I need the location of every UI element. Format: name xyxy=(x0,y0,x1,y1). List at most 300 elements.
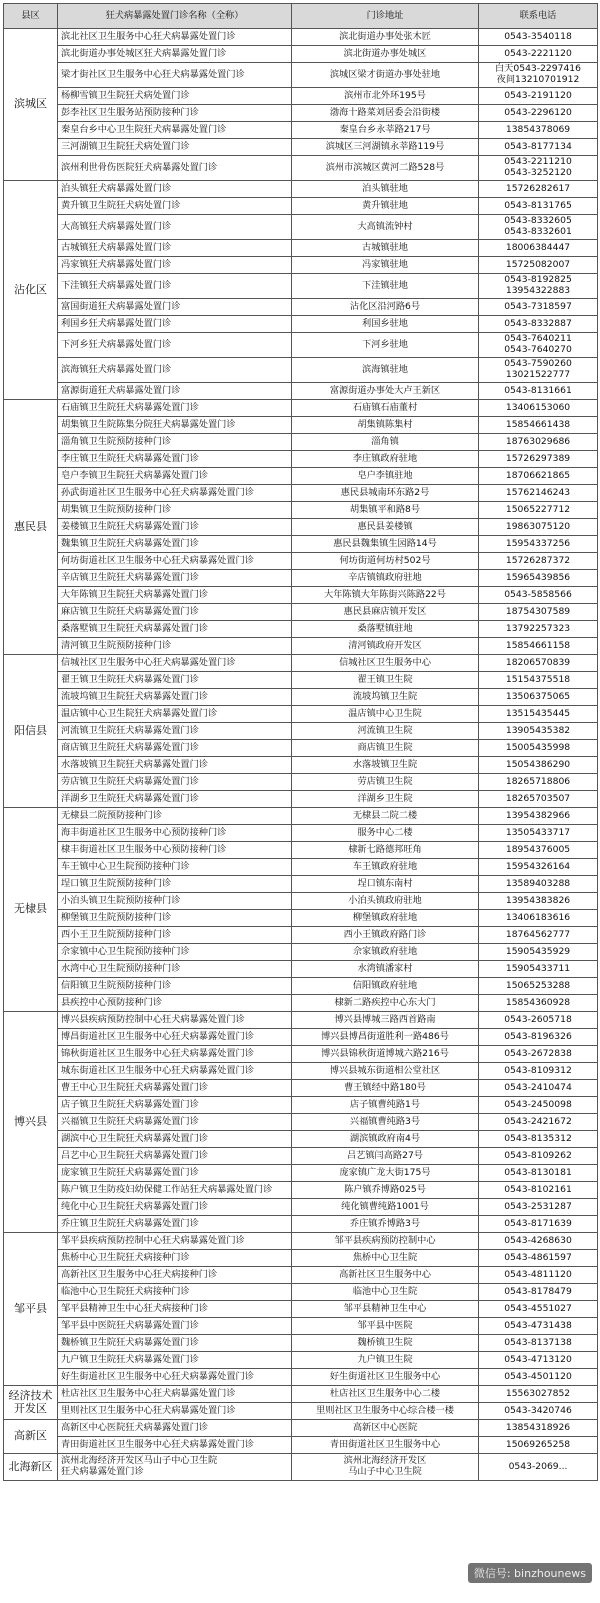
clinic-address: 临池中心卫生院 xyxy=(292,1284,479,1301)
clinic-phone: 0543-8109262 xyxy=(479,1148,598,1165)
clinic-phone xyxy=(479,358,598,383)
table-row xyxy=(4,672,598,689)
clinic-address: 信阳镇政府驻地 xyxy=(292,978,479,995)
county-cell: 高新区 xyxy=(4,1420,58,1454)
county-cell: 阳信县 xyxy=(4,655,58,808)
clinic-phone xyxy=(479,333,598,358)
county-cell: 博兴县 xyxy=(4,1012,58,1233)
clinic-address: 水落坡镇卫生院 xyxy=(292,757,479,774)
clinic-phone: 0543-2672838 xyxy=(479,1046,598,1063)
clinic-phone: 13506375065 xyxy=(479,689,598,706)
clinic-name: 西小王卫生院预防接种门诊 xyxy=(58,927,292,944)
clinic-name xyxy=(58,1454,292,1481)
clinic-name: 梁才街社区卫生服务中心狂犬病暴露处置门诊 xyxy=(58,63,292,88)
clinic-name: 麻店镇卫生院狂犬病暴露处置门诊 xyxy=(58,604,292,621)
table-row xyxy=(4,1284,598,1301)
clinic-name: 邹平县疾病预防控制中心狂犬病暴露处置门诊 xyxy=(58,1233,292,1250)
table-row xyxy=(4,1233,598,1250)
table-row xyxy=(4,740,598,757)
clinic-name: 九户镇卫生院狂犬病暴露处置门诊 xyxy=(58,1352,292,1369)
table-row xyxy=(4,105,598,122)
clinic-phone: 0543-8177134 xyxy=(479,139,598,156)
clinic-name: 翟王镇卫生院狂犬病暴露处置门诊 xyxy=(58,672,292,689)
clinic-address: 翟王镇卫生院 xyxy=(292,672,479,689)
table-row xyxy=(4,1420,598,1437)
clinic-phone: 15069265258 xyxy=(479,1437,598,1454)
clinic-name: 河流镇卫生院狂犬病暴露处置门诊 xyxy=(58,723,292,740)
clinic-phone: 0543-8171639 xyxy=(479,1216,598,1233)
table-row xyxy=(4,825,598,842)
table-row xyxy=(4,893,598,910)
table-row xyxy=(4,944,598,961)
clinic-address: 博兴县博城三路西首路南 xyxy=(292,1012,479,1029)
table-row xyxy=(4,46,598,63)
clinic-name: 胡集镇卫生院陈集分院狂犬病暴露处置门诊 xyxy=(58,417,292,434)
clinic-name: 博昌街道社区卫生服务中心狂犬病暴露处置门诊 xyxy=(58,1029,292,1046)
clinic-phone: 0543-3540118 xyxy=(479,29,598,46)
clinic-address: 惠民县魏集镇生园路14号 xyxy=(292,536,479,553)
clinic-address: 古城镇驻地 xyxy=(292,240,479,257)
clinic-address: 皂户李镇驻地 xyxy=(292,468,479,485)
table-row xyxy=(4,88,598,105)
clinic-name: 下河乡狂犬病暴露处置门诊 xyxy=(58,333,292,358)
table-row xyxy=(4,1386,598,1403)
clinic-phone: 0543-2605718 xyxy=(479,1012,598,1029)
table-row xyxy=(4,1063,598,1080)
clinic-address: 下河乡驻地 xyxy=(292,333,479,358)
table-row xyxy=(4,1165,598,1182)
clinic-address: 胡集镇平和路8号 xyxy=(292,502,479,519)
clinic-name: 杨柳雪镇卫生院狂犬病处置门诊 xyxy=(58,88,292,105)
clinic-phone: 15726282617 xyxy=(479,181,598,198)
clinic-phone: 13792257323 xyxy=(479,621,598,638)
table-row xyxy=(4,383,598,400)
clinic-name: 何坊街道社区卫生服务中心狂犬病暴露处置门诊 xyxy=(58,553,292,570)
clinic-phone: 0543-4861597 xyxy=(479,1250,598,1267)
table-row xyxy=(4,842,598,859)
clinic-name: 皂户李镇卫生院狂犬病暴露处置门诊 xyxy=(58,468,292,485)
clinic-phone: 13406153060 xyxy=(479,400,598,417)
clinic-name: 店子镇卫生院狂犬病暴露处置门诊 xyxy=(58,1097,292,1114)
clinic-address: 青田街道社区卫生服务中心 xyxy=(292,1437,479,1454)
clinic-address: 滨州市北外环195号 xyxy=(292,88,479,105)
clinic-name: 胡集镇卫生院预防接种门诊 xyxy=(58,502,292,519)
clinic-phone: 0543-8109312 xyxy=(479,1063,598,1080)
county-cell: 邹平县 xyxy=(4,1233,58,1386)
clinic-name: 无棣县二院预防接种门诊 xyxy=(58,808,292,825)
clinic-address: 九户镇卫生院 xyxy=(292,1352,479,1369)
clinic-name: 锦秋街道社区卫生服务中心狂犬病暴露处置门诊 xyxy=(58,1046,292,1063)
clinic-phone: 0543-7318597 xyxy=(479,299,598,316)
clinic-name: 黄升镇卫生院狂犬病处置门诊 xyxy=(58,198,292,215)
clinic-name-line: 狂犬病暴露处置门诊 xyxy=(61,1466,144,1477)
table-row xyxy=(4,1046,598,1063)
clinic-phone: 15065253288 xyxy=(479,978,598,995)
clinic-address: 滨城区梁才街道办事处驻地 xyxy=(292,63,479,88)
table-row xyxy=(4,502,598,519)
clinic-name: 淄角镇卫生院预防接种门诊 xyxy=(58,434,292,451)
clinic-address: 富源街道办事处大卢王新区 xyxy=(292,383,479,400)
clinic-address-line: 马山子中心卫生院 xyxy=(348,1466,422,1477)
clinic-address: 杜店社区卫生服务中心二楼 xyxy=(292,1386,479,1403)
clinic-address: 信城社区卫生服务中心 xyxy=(292,655,479,672)
clinic-phone: 15954337256 xyxy=(479,536,598,553)
clinic-name: 焦桥中心卫生院狂犬病接种门诊 xyxy=(58,1250,292,1267)
clinic-address: 棣新二路疾控中心东大门 xyxy=(292,995,479,1012)
clinic-phone: 15726297389 xyxy=(479,451,598,468)
clinic-address: 惠民县麻店镇开发区 xyxy=(292,604,479,621)
clinic-name: 清河镇卫生院预防接种门诊 xyxy=(58,638,292,655)
clinic-name: 陈户镇卫生防疫妇幼保健工作站狂犬病暴露处置门诊 xyxy=(58,1182,292,1199)
table-row xyxy=(4,1301,598,1318)
clinic-address: 博兴县博昌街道胜利一路486号 xyxy=(292,1029,479,1046)
clinic-phone: 19863075120 xyxy=(479,519,598,536)
clinic-address: 泊头镇驻地 xyxy=(292,181,479,198)
clinic-phone-line: 0543-8192825 xyxy=(504,274,572,286)
clinic-phone: 15726287372 xyxy=(479,553,598,570)
clinic-name: 吕艺中心卫生院狂犬病暴露处置门诊 xyxy=(58,1148,292,1165)
clinic-name: 下洼镇狂犬病暴露处置门诊 xyxy=(58,274,292,299)
clinic-name: 古城镇狂犬病暴露处置门诊 xyxy=(58,240,292,257)
clinic-name: 滨北社区卫生服务中心狂犬病暴露处置门诊 xyxy=(58,29,292,46)
header-row xyxy=(4,4,598,29)
clinic-phone: 18265703507 xyxy=(479,791,598,808)
clinic-address: 惠民县姜楼镇 xyxy=(292,519,479,536)
clinic-name: 魏桥镇卫生院狂犬病暴露处置门诊 xyxy=(58,1335,292,1352)
clinic-address: 高新社区卫生服务中心 xyxy=(292,1267,479,1284)
clinic-name: 佘家镇中心卫生院预防接种门诊 xyxy=(58,944,292,961)
clinic-address: 滨城区三河湖镇永莘路119号 xyxy=(292,139,479,156)
county-cell: 北海新区 xyxy=(4,1454,58,1481)
clinic-phone: 18265718806 xyxy=(479,774,598,791)
clinic-name: 滨北街道办事处城区狂犬病暴露处置门诊 xyxy=(58,46,292,63)
clinic-name: 冯家镇狂犬病暴露处置门诊 xyxy=(58,257,292,274)
clinic-phone: 15054386290 xyxy=(479,757,598,774)
clinic-name: 孙武街道社区卫生服务中心狂犬病暴露处置门诊 xyxy=(58,485,292,502)
table-row xyxy=(4,1403,598,1420)
clinic-address: 店子镇曹纯路1号 xyxy=(292,1097,479,1114)
clinic-name: 青田街道社区卫生服务中心狂犬病暴露处置门诊 xyxy=(58,1437,292,1454)
table-row xyxy=(4,63,598,88)
clinic-name: 海丰街道社区卫生服务中心预防接种门诊 xyxy=(58,825,292,842)
clinic-name: 水湾中心卫生院预防接种门诊 xyxy=(58,961,292,978)
table-row xyxy=(4,1454,598,1481)
clinic-phone-line: 白天0543-2297416 xyxy=(495,63,581,75)
table-row xyxy=(4,1199,598,1216)
table-row xyxy=(4,333,598,358)
table-row xyxy=(4,927,598,944)
clinic-name-line: 滨州北海经济开发区马山子中心卫生院 xyxy=(61,1455,218,1467)
clinic-address: 滨州市滨城区黄河二路528号 xyxy=(292,156,479,181)
clinic-phone: 0543-4501120 xyxy=(479,1369,598,1386)
clinic-name: 温店镇中心卫生院狂犬病暴露处置门诊 xyxy=(58,706,292,723)
clinic-address: 曹王镇经中路180号 xyxy=(292,1080,479,1097)
clinic-phone: 0543-4731438 xyxy=(479,1318,598,1335)
clinic-phone: 15854661158 xyxy=(479,638,598,655)
clinic-name: 邹平县中医院狂犬病暴露处置门诊 xyxy=(58,1318,292,1335)
clinic-name: 大高镇狂犬病暴露处置门诊 xyxy=(58,215,292,240)
table-row xyxy=(4,1148,598,1165)
clinic-name: 桑落墅镇卫生院狂犬病暴露处置门诊 xyxy=(58,621,292,638)
clinic-name: 临池中心卫生院狂犬病接种门诊 xyxy=(58,1284,292,1301)
clinic-phone-line: 13954322883 xyxy=(505,285,571,296)
clinic-address-line: 滨州北海经济开发区 xyxy=(343,1455,427,1467)
table-row xyxy=(4,978,598,995)
table-row xyxy=(4,1267,598,1284)
clinic-address: 辛店镇镇政府驻地 xyxy=(292,570,479,587)
clinic-phone: 15954326164 xyxy=(479,859,598,876)
clinic-phone: 15005435998 xyxy=(479,740,598,757)
clinic-name: 县疾控中心预防接种门诊 xyxy=(58,995,292,1012)
county-cell: 惠民县 xyxy=(4,400,58,655)
clinic-phone-line: 0543-7640211 xyxy=(504,333,572,345)
clinic-phone: 0543-4811120 xyxy=(479,1267,598,1284)
clinic-phone: 15854661438 xyxy=(479,417,598,434)
table-row xyxy=(4,29,598,46)
clinic-phone: 0543-2069... xyxy=(479,1454,598,1481)
table-row xyxy=(4,434,598,451)
table-row xyxy=(4,1250,598,1267)
clinic-address: 桑落墅镇驻地 xyxy=(292,621,479,638)
clinic-phone: 13589403288 xyxy=(479,876,598,893)
clinic-table xyxy=(3,3,598,1481)
clinic-name: 劳店镇卫生院狂犬病暴露处置门诊 xyxy=(58,774,292,791)
table-row xyxy=(4,139,598,156)
clinic-phone: 0543-8102161 xyxy=(479,1182,598,1199)
clinic-phone: 15725082007 xyxy=(479,257,598,274)
clinic-name: 庞家镇卫生院狂犬病暴露处置门诊 xyxy=(58,1165,292,1182)
clinic-name: 里则社区卫生服务中心狂犬病暴露处置门诊 xyxy=(58,1403,292,1420)
clinic-address: 滨北街道办事处城区 xyxy=(292,46,479,63)
clinic-name: 滨海镇狂犬病暴露处置门诊 xyxy=(58,358,292,383)
clinic-address: 吕艺镇闫高路27号 xyxy=(292,1148,479,1165)
clinic-name: 魏集镇卫生院狂犬病暴露处置门诊 xyxy=(58,536,292,553)
clinic-phone: 13406183616 xyxy=(479,910,598,927)
clinic-address: 商店镇卫生院 xyxy=(292,740,479,757)
clinic-address: 车王镇政府驻地 xyxy=(292,859,479,876)
clinic-name: 辛店镇卫生院狂犬病暴露处置门诊 xyxy=(58,570,292,587)
table-row xyxy=(4,257,598,274)
table-row xyxy=(4,553,598,570)
clinic-name: 李庄镇卫生院狂犬病暴露处置门诊 xyxy=(58,451,292,468)
clinic-phone: 0543-8131661 xyxy=(479,383,598,400)
clinic-phone: 15854360928 xyxy=(479,995,598,1012)
clinic-address: 纯化镇曹纯路1001号 xyxy=(292,1199,479,1216)
clinic-phone: 15563027852 xyxy=(479,1386,598,1403)
clinic-name: 小泊头镇卫生院预防接种门诊 xyxy=(58,893,292,910)
clinic-phone: 0543-2421672 xyxy=(479,1114,598,1131)
clinic-address: 西小王镇政府路门诊 xyxy=(292,927,479,944)
clinic-address: 兴福镇曹纯路3号 xyxy=(292,1114,479,1131)
clinic-address: 胡集镇陈集村 xyxy=(292,417,479,434)
clinic-address: 庞家镇广龙大街175号 xyxy=(292,1165,479,1182)
clinic-phone: 13854378069 xyxy=(479,122,598,139)
clinic-phone: 0543-2221120 xyxy=(479,46,598,63)
table-row xyxy=(4,358,598,383)
clinic-address: 水湾镇潘家村 xyxy=(292,961,479,978)
clinic-phone xyxy=(479,215,598,240)
header-address: 门诊地址 xyxy=(292,4,479,29)
clinic-name: 滨州利世骨伤医院狂犬病暴露处置门诊 xyxy=(58,156,292,181)
clinic-phone: 13515435445 xyxy=(479,706,598,723)
clinic-name: 泊头镇狂犬病暴露处置门诊 xyxy=(58,181,292,198)
clinic-address: 邹平县疾病预防控制中心 xyxy=(292,1233,479,1250)
table-row xyxy=(4,1012,598,1029)
clinic-phone: 15154375518 xyxy=(479,672,598,689)
table-row xyxy=(4,587,598,604)
clinic-name: 纯化中心卫生院狂犬病暴露处置门诊 xyxy=(58,1199,292,1216)
table-row xyxy=(4,1318,598,1335)
clinic-phone: 18206570839 xyxy=(479,655,598,672)
county-cell: 滨城区 xyxy=(4,29,58,181)
clinic-address: 小泊头镇政府驻地 xyxy=(292,893,479,910)
clinic-phone: 0543-2410474 xyxy=(479,1080,598,1097)
clinic-address: 焦桥中心卫生院 xyxy=(292,1250,479,1267)
clinic-address: 淄角镇 xyxy=(292,434,479,451)
county-cell: 无棣县 xyxy=(4,808,58,1012)
table-row xyxy=(4,451,598,468)
clinic-phone: 0543-4268630 xyxy=(479,1233,598,1250)
clinic-phone: 13905435382 xyxy=(479,723,598,740)
clinic-name: 洋湖乡卫生院狂犬病暴露处置门诊 xyxy=(58,791,292,808)
clinic-phone xyxy=(479,274,598,299)
clinic-name: 湖滨中心卫生院狂犬病暴露处置门诊 xyxy=(58,1131,292,1148)
county-cell: 沾化区 xyxy=(4,181,58,400)
clinic-phone: 0543-8130181 xyxy=(479,1165,598,1182)
table-row xyxy=(4,638,598,655)
clinic-address: 大高镇流钟村 xyxy=(292,215,479,240)
clinic-phone: 0543-8332887 xyxy=(479,316,598,333)
header-county: 县区 xyxy=(4,4,58,29)
table-row xyxy=(4,400,598,417)
county-cell: 经济技术开发区 xyxy=(4,1386,58,1420)
table-row xyxy=(4,1131,598,1148)
clinic-phone: 15065227712 xyxy=(479,502,598,519)
clinic-address: 无棣县二院二楼 xyxy=(292,808,479,825)
clinic-address: 河流镇卫生院 xyxy=(292,723,479,740)
table-row xyxy=(4,536,598,553)
clinic-phone: 15905433711 xyxy=(479,961,598,978)
clinic-address: 里则社区卫生服务中心综合楼一楼 xyxy=(292,1403,479,1420)
table-row xyxy=(4,723,598,740)
table-row xyxy=(4,299,598,316)
table-row xyxy=(4,570,598,587)
table-row xyxy=(4,604,598,621)
clinic-name: 博兴县疾病预防控制中心狂犬病暴露处置门诊 xyxy=(58,1012,292,1029)
clinic-address: 流坡坞镇卫生院 xyxy=(292,689,479,706)
clinic-name: 曹王中心卫生院狂犬病暴露处置门诊 xyxy=(58,1080,292,1097)
clinic-phone: 18706621865 xyxy=(479,468,598,485)
clinic-address: 清河镇政府开发区 xyxy=(292,638,479,655)
table-row xyxy=(4,519,598,536)
clinic-phone-line: 0543-3252120 xyxy=(504,167,572,178)
clinic-address: 惠民县城南环东路2号 xyxy=(292,485,479,502)
clinic-name: 姜楼镇卫生院狂犬病暴露处置门诊 xyxy=(58,519,292,536)
table-row xyxy=(4,1216,598,1233)
clinic-address: 何坊街道何坊村502号 xyxy=(292,553,479,570)
clinic-phone: 18006384447 xyxy=(479,240,598,257)
clinic-address: 秦皇台乡永莘路217号 xyxy=(292,122,479,139)
clinic-address: 乔庄镇乔博路3号 xyxy=(292,1216,479,1233)
clinic-name: 石庙镇卫生院狂犬病暴露处置门诊 xyxy=(58,400,292,417)
table-row xyxy=(4,198,598,215)
clinic-name: 三河湖镇卫生院狂犬病处置门诊 xyxy=(58,139,292,156)
clinic-phone: 0543-2450098 xyxy=(479,1097,598,1114)
table-body xyxy=(4,29,598,1481)
table-row xyxy=(4,910,598,927)
table-row xyxy=(4,1335,598,1352)
clinic-phone: 0543-2531287 xyxy=(479,1199,598,1216)
clinic-name: 杜店社区卫生服务中心狂犬病暴露处置门诊 xyxy=(58,1386,292,1403)
table-row xyxy=(4,485,598,502)
clinic-phone: 13505433717 xyxy=(479,825,598,842)
table-row xyxy=(4,808,598,825)
clinic-address: 大年陈镇大年陈街兴陈路22号 xyxy=(292,587,479,604)
clinic-name: 邹平县精神卫生中心狂犬病接种门诊 xyxy=(58,1301,292,1318)
clinic-phone xyxy=(479,63,598,88)
clinic-phone-line: 0543-8332601 xyxy=(504,226,572,237)
clinic-phone: 18764562777 xyxy=(479,927,598,944)
table-row xyxy=(4,215,598,240)
header-phone: 联系电话 xyxy=(479,4,598,29)
table-row xyxy=(4,1182,598,1199)
clinic-phone xyxy=(479,156,598,181)
clinic-phone-line: 0543-2211210 xyxy=(504,156,572,168)
clinic-address: 下洼镇驻地 xyxy=(292,274,479,299)
table-row xyxy=(4,274,598,299)
table-row xyxy=(4,961,598,978)
clinic-name: 大年陈镇卫生院狂犬病暴露处置门诊 xyxy=(58,587,292,604)
clinic-name: 彭李社区卫生服务站预防接种门诊 xyxy=(58,105,292,122)
table-row xyxy=(4,240,598,257)
table-row xyxy=(4,1080,598,1097)
table-row xyxy=(4,1352,598,1369)
clinic-address: 服务中心二楼 xyxy=(292,825,479,842)
clinic-address: 邹平县中医院 xyxy=(292,1318,479,1335)
clinic-address: 石庙镇石庙董村 xyxy=(292,400,479,417)
clinic-address: 湖滨镇政府南4号 xyxy=(292,1131,479,1148)
table-row xyxy=(4,1369,598,1386)
clinic-phone: 0543-2191120 xyxy=(479,88,598,105)
table-row xyxy=(4,791,598,808)
clinic-phone: 0543-8135312 xyxy=(479,1131,598,1148)
clinic-address: 埕口镇东南村 xyxy=(292,876,479,893)
clinic-phone: 18763029686 xyxy=(479,434,598,451)
clinic-phone-line: 0543-7640270 xyxy=(504,344,572,355)
clinic-phone: 15965439856 xyxy=(479,570,598,587)
clinic-phone: 0543-8131765 xyxy=(479,198,598,215)
clinic-name: 兴福镇卫生院狂犬病暴露处置门诊 xyxy=(58,1114,292,1131)
table-row xyxy=(4,995,598,1012)
clinic-name: 富源街道狂犬病暴露处置门诊 xyxy=(58,383,292,400)
clinic-phone-line: 0543-8332605 xyxy=(504,215,572,227)
table-row xyxy=(4,1097,598,1114)
header-name: 狂犬病暴露处置门诊名称（全称） xyxy=(58,4,292,29)
clinic-name: 埕口镇卫生院预防接种门诊 xyxy=(58,876,292,893)
clinic-name: 高新社区卫生服务中心狂犬病接种门诊 xyxy=(58,1267,292,1284)
clinic-phone: 18954376005 xyxy=(479,842,598,859)
table-row xyxy=(4,706,598,723)
clinic-address: 李庄镇政府驻地 xyxy=(292,451,479,468)
table-row xyxy=(4,316,598,333)
clinic-address: 陈户镇乔博路025号 xyxy=(292,1182,479,1199)
watermark: 微信号: binzhounews xyxy=(468,1563,592,1583)
clinic-name: 流坡坞镇卫生院狂犬病暴露处置门诊 xyxy=(58,689,292,706)
clinic-phone: 0543-4551027 xyxy=(479,1301,598,1318)
clinic-address: 魏桥镇卫生院 xyxy=(292,1335,479,1352)
table-row xyxy=(4,417,598,434)
table-row xyxy=(4,181,598,198)
